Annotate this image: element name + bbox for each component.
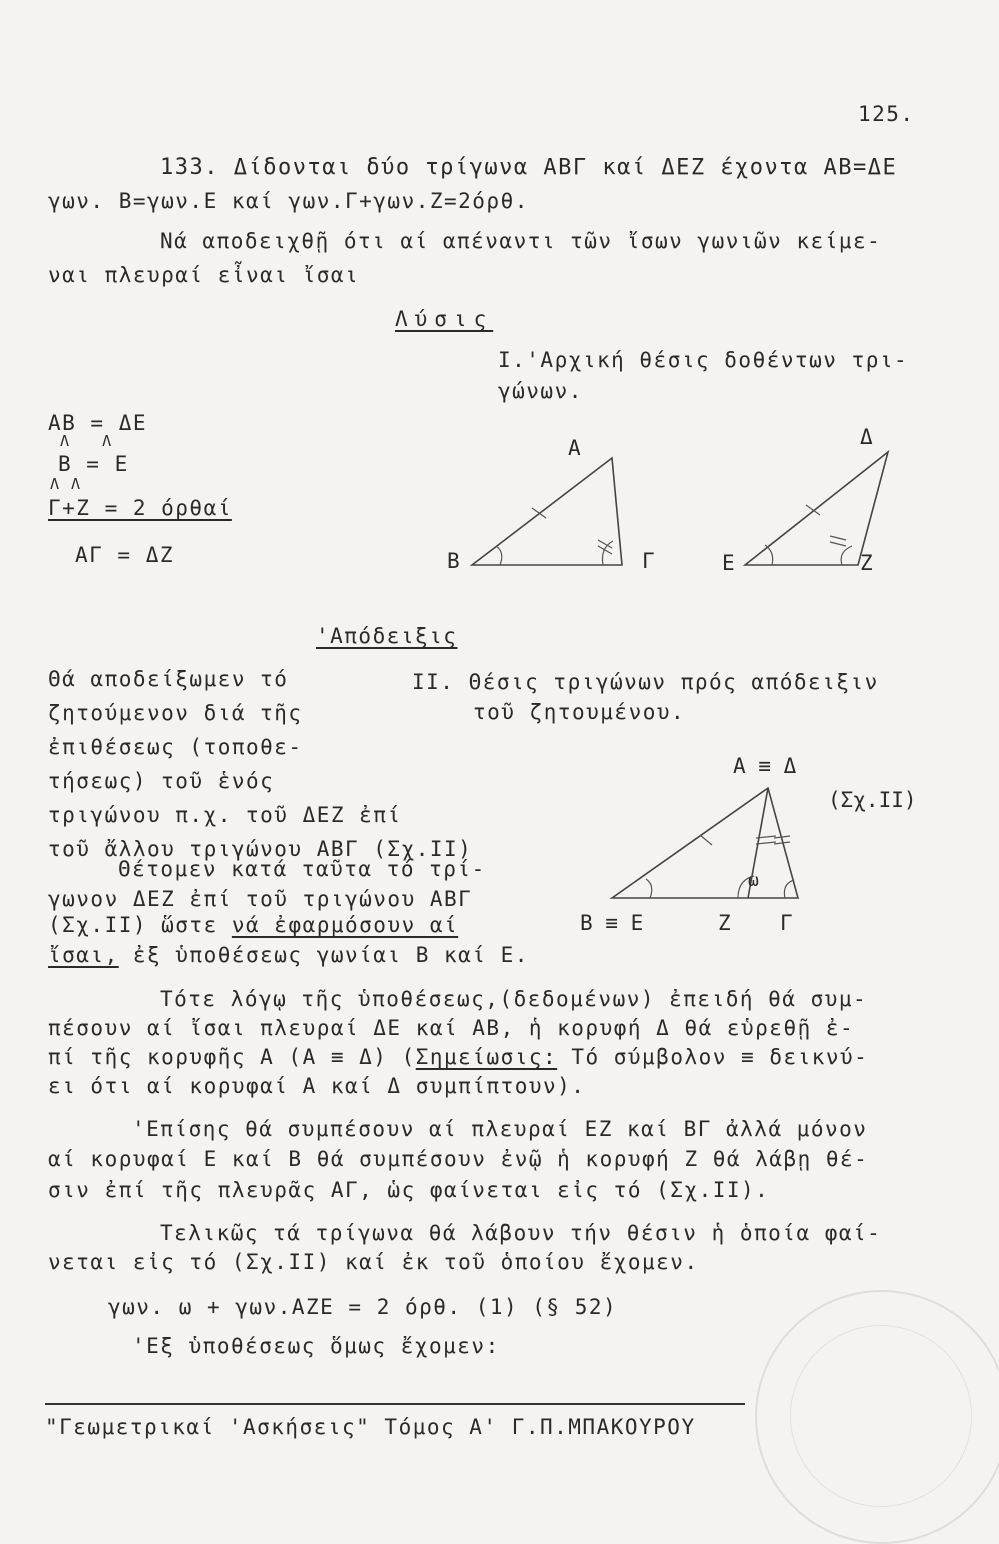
label-a: Α	[568, 436, 581, 460]
proof-left-3: ἐπιθέσεως (τοποθε-	[48, 735, 303, 759]
para1-line-2: γωνον ΔΕΖ ἐπί τοῦ τριγώνου ΑΒΓ	[48, 887, 473, 911]
proof-left-5: τριγώνου π.χ. τοῦ ΔΕΖ ἐπί	[48, 803, 402, 827]
label-e: Ε	[722, 551, 735, 575]
para2-line-2: πέσουν αί ἴσαι πλευραί ΔΕ καί ΑΒ, ἡ κορυφή Δ θά εὑρεθῇ ἐ-	[48, 1016, 855, 1040]
solution-heading: Λύσις	[395, 307, 494, 331]
para2-line-1: Τότε λόγῳ τῆς ὑποθέσεως,(δεδομένων) ἐπειδή θά συμ-	[160, 987, 868, 1011]
label-a-equiv-d: Α ≡ Δ	[733, 754, 797, 778]
problem-line-4: ναι πλευραί εἶναι ἴσαι	[48, 263, 360, 287]
given-1: ΑΒ = ΔΕ	[48, 411, 148, 435]
label-g2: Γ	[780, 911, 793, 935]
footer-citation: "Γεωμετρικαί 'Ασκήσεις" Τόμος Α' Γ.Π.ΜΠΑΚΟΥΡΟΥ	[45, 1415, 696, 1439]
problem-line-3: Νά αποδειχθῇ ότι αί απέναντι τῶν ἴσων γωνιῶν κείμε-	[160, 229, 882, 253]
para1-line-4	[48, 945, 529, 966]
footer-rule	[45, 1403, 745, 1405]
label-fig2-ref: (Σχ.ΙΙ)	[828, 788, 917, 812]
angle-g2-arc	[784, 880, 794, 898]
para3-line-2: αί κορυφαί Ε καί Β θά συμπέσουν ἐνῷ ἡ κορυφή Ζ θά λάβῃ θέ-	[48, 1147, 869, 1171]
section-1-line-2: γώνων.	[498, 379, 583, 403]
problem-line-2: γων. Β=γων.Ε καί γων.Γ+γων.Ζ=2όρθ.	[48, 189, 529, 213]
para3-line-3: σιν ἐπί τῆς πλευρᾶς ΑΓ, ὡς φαίνεται εἰς τό (Σχ.ΙΙ).	[48, 1178, 770, 1202]
tick-side	[700, 835, 712, 845]
para2-line-3c: Τό σύμβολον ≡ δεικνύ-	[557, 1045, 869, 1069]
proof-left-1: Θά αποδείξωμεν τό	[48, 667, 289, 691]
label-d: Δ	[860, 425, 873, 449]
page-number: 125.	[858, 102, 915, 126]
para1-line-3	[48, 915, 458, 936]
section-1-line-1: Ι.'Αρχική θέσις δοθέντων τρι-	[498, 348, 909, 372]
proof-heading: 'Απόδειξις	[316, 624, 458, 648]
equation-1: γων. ω + γων.ΑΖΕ = 2 όρθ. (1) (§ 52)	[108, 1295, 618, 1319]
para2-line-3	[48, 1047, 868, 1068]
para2-line-3a: πί τῆς κορυφῆς Α (Α ≡ Δ) (	[48, 1045, 416, 1069]
given-4: ΑΓ = ΔΖ	[75, 543, 175, 567]
given-3: Γ+Ζ = 2 όρθαί	[48, 496, 232, 520]
problem-line-1: 133. Δίδονται δύο τρίγωνα ΑΒΓ καί ΔΕΖ έχοντα ΑΒ=ΔΕ	[160, 155, 898, 180]
para2-note-label: Σημείωσις:	[415, 1045, 558, 1069]
para1-line-1: Θέτομεν κατά ταῦτα τό τρί-	[118, 857, 486, 881]
label-b: Β	[447, 549, 460, 573]
proof-left-6: τοῦ ἄλλου τριγώνου ΑΒΓ (Σχ.ΙΙ)	[48, 837, 473, 861]
para3-line-1: 'Επίσης θά συμπέσουν αί πλευραί ΕΖ καί ΒΓ ἀλλά μόνον	[132, 1117, 868, 1141]
para1-line-3b: νά ἐφαρμόσουν αί	[231, 913, 459, 937]
para4-line-1: Τελικῶς τά τρίγωνα θά λάβουν τήν θέσιν ἡ ὁποία φαί-	[160, 1221, 882, 1245]
para1-line-4a: ἴσαι,	[48, 943, 119, 967]
para4-line-2: νεται εἰς τό (Σχ.ΙΙ) καί ἐκ τοῦ ὁποίου ἔχομεν.	[48, 1250, 699, 1274]
given-2: Β = Ε	[58, 452, 129, 476]
para2-line-4: ει ότι αί κορυφαί Α καί Δ συμπίπτουν).	[48, 1074, 586, 1098]
angle-be-arc	[646, 879, 652, 898]
para1-line-3a: (Σχ.ΙΙ) ὥστε	[48, 913, 232, 937]
label-omega: ω	[748, 870, 759, 891]
proof-left-2: ζητούμενον διά τῆς	[48, 701, 303, 725]
label-g: Γ	[642, 549, 655, 573]
proof-left-4: τήσεως) τοῦ ἑνός	[48, 769, 275, 793]
section-2-line-2: τοῦ ζητουμένου.	[473, 700, 686, 724]
given-2-marks: Λ Λ	[60, 432, 113, 450]
label-z: Ζ	[860, 551, 873, 575]
section-2-line-1: ΙΙ. Θέσις τριγώνων πρός απόδειξιν	[412, 670, 879, 694]
para1-line-4b: ἐξ ὑποθέσεως γωνίαι Β καί Ε.	[118, 943, 529, 967]
tick-dz-b	[756, 842, 776, 844]
label-z2: Ζ	[718, 911, 731, 935]
given-3-marks: Λ Λ	[50, 475, 82, 493]
label-b-equiv-e: Β ≡ Ε	[580, 911, 644, 935]
para5: 'Εξ ὑποθέσεως ὅμως ἔχομεν:	[132, 1334, 500, 1358]
